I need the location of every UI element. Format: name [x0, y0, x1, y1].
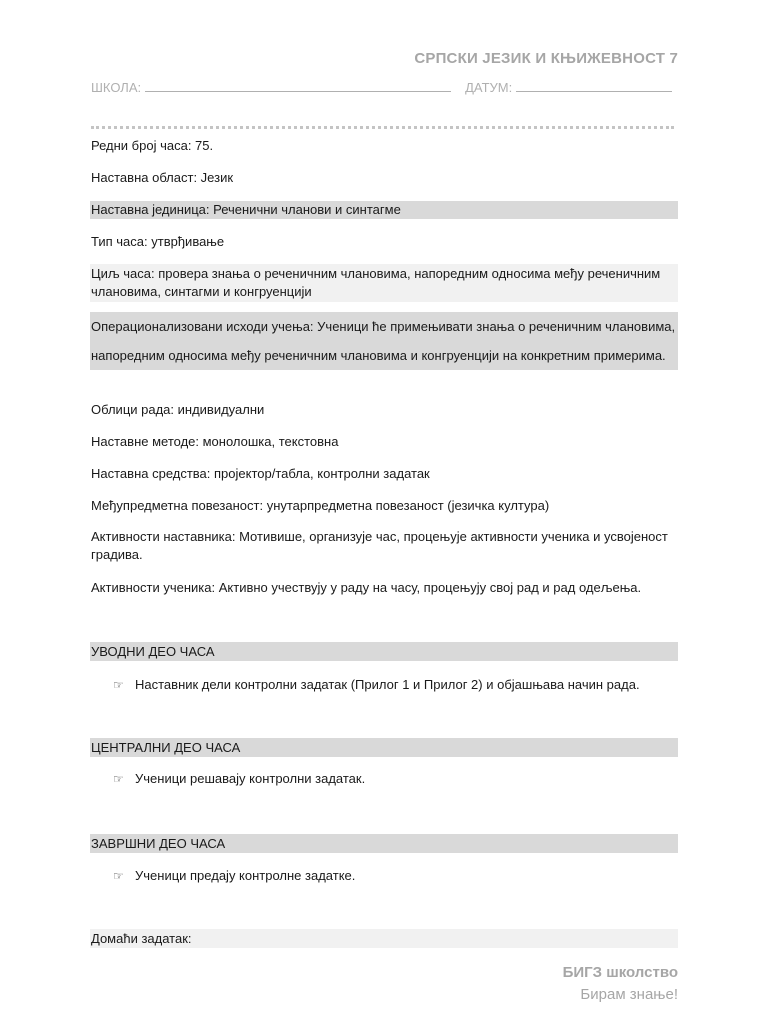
section-central-text: Ученици решавају контролни задатак.	[135, 771, 366, 786]
lesson-number: Редни број часа: 75.	[91, 138, 214, 153]
homework-row: Домаћи задатак:	[90, 929, 678, 948]
publisher-slogan: Бирам знање!	[580, 986, 678, 1003]
lesson-area: Наставна област: Језик	[91, 170, 234, 185]
lesson-work-forms: Облици рада: индивидуални	[91, 402, 265, 417]
lesson-goal: Циљ часа: провера знања о реченичним члановима, напоредним односима међу реченичним члановима, синтагми и конгруенцији	[90, 264, 678, 302]
section-intro-header: УВОДНИ ДЕО ЧАСА	[90, 642, 678, 661]
date-label: ДАТУМ:	[465, 80, 513, 95]
section-central-bullet	[113, 770, 365, 788]
lesson-outcomes: Операционализовани исходи учења: Ученици ће примењивати знања о реченичним члановима, напоредним односима међу реченичним члановима и конгруенцији на конкретним примерима.	[90, 312, 678, 370]
pointing-hand-bullet-icon: ☞	[113, 772, 124, 786]
section-central-header: ЦЕНТРАЛНИ ДЕО ЧАСА	[90, 738, 678, 757]
section-intro-bullet	[113, 676, 640, 694]
date-blank-line	[516, 79, 672, 92]
publisher-name: БИГЗ школство	[562, 964, 678, 981]
school-blank-line	[145, 79, 451, 92]
school-label: ШКОЛА:	[91, 80, 142, 95]
lesson-type: Тип часа: утврђивање	[91, 234, 225, 249]
student-activities: Активности ученика: Активно учествују у раду на часу, процењују свој рад и рад одељења.	[91, 580, 642, 595]
section-intro-text: Наставник дели контролни задатак (Прилог 1 и Прилог 2) и објашњава начин рада.	[135, 677, 640, 692]
school-date-line	[91, 79, 681, 95]
lesson-unit: Наставна јединица: Реченични чланови и синтагме	[90, 201, 678, 219]
teacher-activities: Активности наставника: Мотивише, организује час, процењује активности ученика и усвојеност градива.	[91, 529, 668, 562]
section-final-header: ЗАВРШНИ ДЕО ЧАСА	[90, 834, 678, 853]
lesson-resources: Наставна средства: пројектор/табла, контролни задатак	[91, 466, 430, 481]
dotted-divider	[91, 126, 674, 129]
lesson-methods: Наставне методе: монолошка, текстовна	[91, 434, 339, 449]
pointing-hand-bullet-icon: ☞	[113, 678, 124, 692]
section-final-bullet	[113, 867, 355, 885]
lesson-correlation: Међупредметна повезаност: унутарпредметна повезаност (језичка култура)	[91, 498, 550, 513]
pointing-hand-bullet-icon: ☞	[113, 869, 124, 883]
document-subject-title: СРПСКИ ЈЕЗИК И КЊИЖЕВНОСТ 7	[414, 50, 678, 67]
section-final-text: Ученици предају контролне задатке.	[135, 868, 356, 883]
